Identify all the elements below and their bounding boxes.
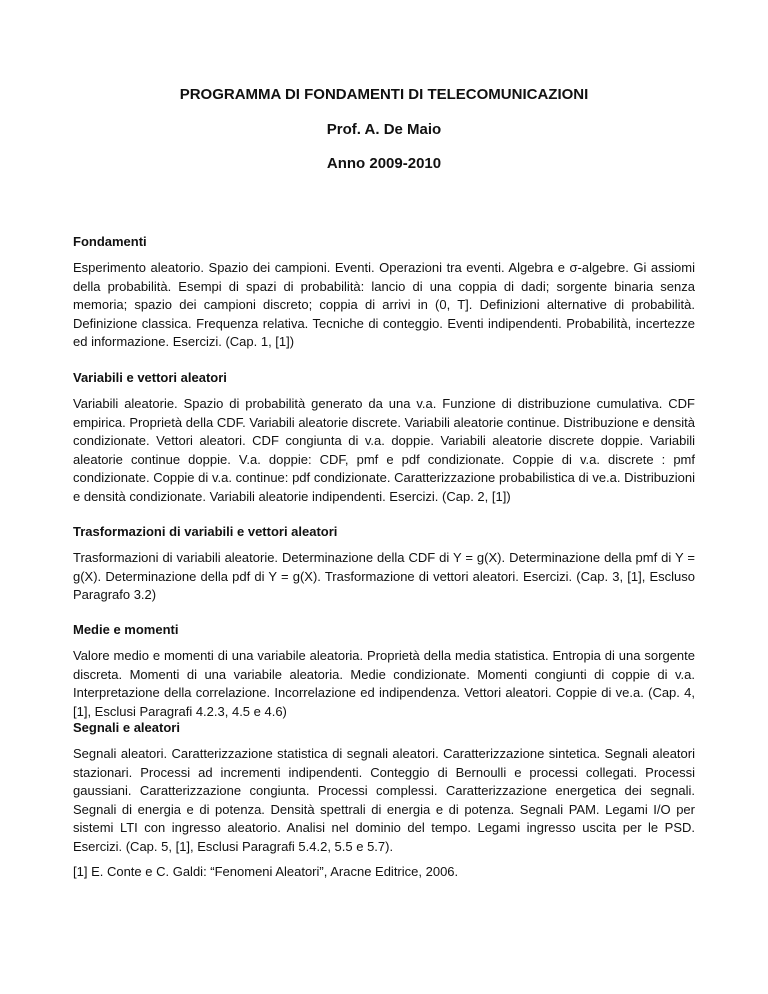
section-body-trasformazioni: Trasformazioni di variabili aleatorie. Determinazione della CDF di Y = g(X). Determinazione della pmf di Y = g(X). Determinazione della pdf di Y = g(X). Trasformazione di vettori aleatori. Esercizi. (Cap. 3, [1], Escluso Paragrafo 3.2) [73, 550, 695, 603]
reference-citation: [1] E. Conte e C. Galdi: “Fenomeni Aleatori”, Aracne Editrice, 2006. [73, 864, 459, 879]
section-heading-segnali: Segnali e aleatori [73, 720, 180, 735]
section-heading-fondamenti: Fondamenti [73, 234, 147, 249]
document-title: PROGRAMMA DI FONDAMENTI DI TELECOMUNICAZIONI [179, 86, 589, 103]
section-body-medie: Valore medio e momenti di una variabile aleatoria. Proprietà della media statistica. Entropia di una sorgente discreta. Momenti di una variabile aleatoria. Medie condizionate. Momenti congiunti di coppie di v.a. Interpretazione della correlazione. Incorrelazione ed indipendenza. Vettori aleatori. Coppie di ve.a. (Cap. 4, [1], Esclusi Paragrafi 4.2.3, 4.5 e 4.6) [73, 648, 695, 719]
academic-year: Anno 2009-2010 [326, 155, 442, 172]
professor-name: Prof. A. De Maio [326, 121, 442, 138]
section-body-segnali: Segnali aleatori. Caratterizzazione statistica di segnali aleatori. Caratterizzazione sintetica. Segnali aleatori stazionari. Processi ad incrementi indipendenti. Conteggio di Bernoulli e processi collegati. Processi gaussiani. Caratterizzazione congiunta. Processi complessi. Caratterizzazione energetica dei segnali. Segnali di energia e di potenza. Densità spettrali di energia e di potenza. Segnali PAM. Legami I/O per sistemi LTI con ingresso aleatorio. Analisi nel dominio del tempo. Legami ingresso uscita per le PSD. Esercizi. (Cap. 5, [1], Esclusi Paragrafi 5.4.2, 5.5 e 5.7). [73, 746, 695, 854]
section-body-variabili: Variabili aleatorie. Spazio di probabilità generato da una v.a. Funzione di distribuzione cumulativa. CDF empirica. Proprietà della CDF. Variabili aleatorie discrete. Variabili aleatorie continue. Distribuzione e densità condizionate. Vettori aleatori. CDF congiunta di v.a. doppie. Variabili aleatorie discrete doppie. Variabili aleatorie continue doppie. V.a. doppie: CDF, pmf e pdf condizionate. Coppie di v.a. discrete : pmf condizionate. Coppie di v.a. continue: pdf condizionate. Caratterizzazione probabilistica di ve.a. Distribuzioni e densità condizionate. Variabili aleatorie indipendenti. Esercizi. (Cap. 2, [1]) [73, 396, 695, 504]
section-heading-variabili: Variabili e vettori aleatori [73, 370, 227, 385]
section-heading-medie: Medie e momenti [73, 622, 179, 637]
section-body-fondamenti: Esperimento aleatorio. Spazio dei campioni. Eventi. Operazioni tra eventi. Algebra e σ-algebre. Gi assiomi della probabilità. Esempi di spazi di probabilità: lancio di una coppia di dadi; sorgente binaria senza memoria; spazio dei campioni discreto; coppia di arrivi in (0, T]. Definizioni alternative di probabilità. Definizione classica. Frequenza relativa. Tecniche di conteggio. Eventi indipendenti. Probabilità, incertezze ed informazione. Esercizi. (Cap. 1, [1]) [73, 260, 695, 350]
section-heading-trasformazioni: Trasformazioni di variabili e vettori aleatori [73, 524, 338, 539]
